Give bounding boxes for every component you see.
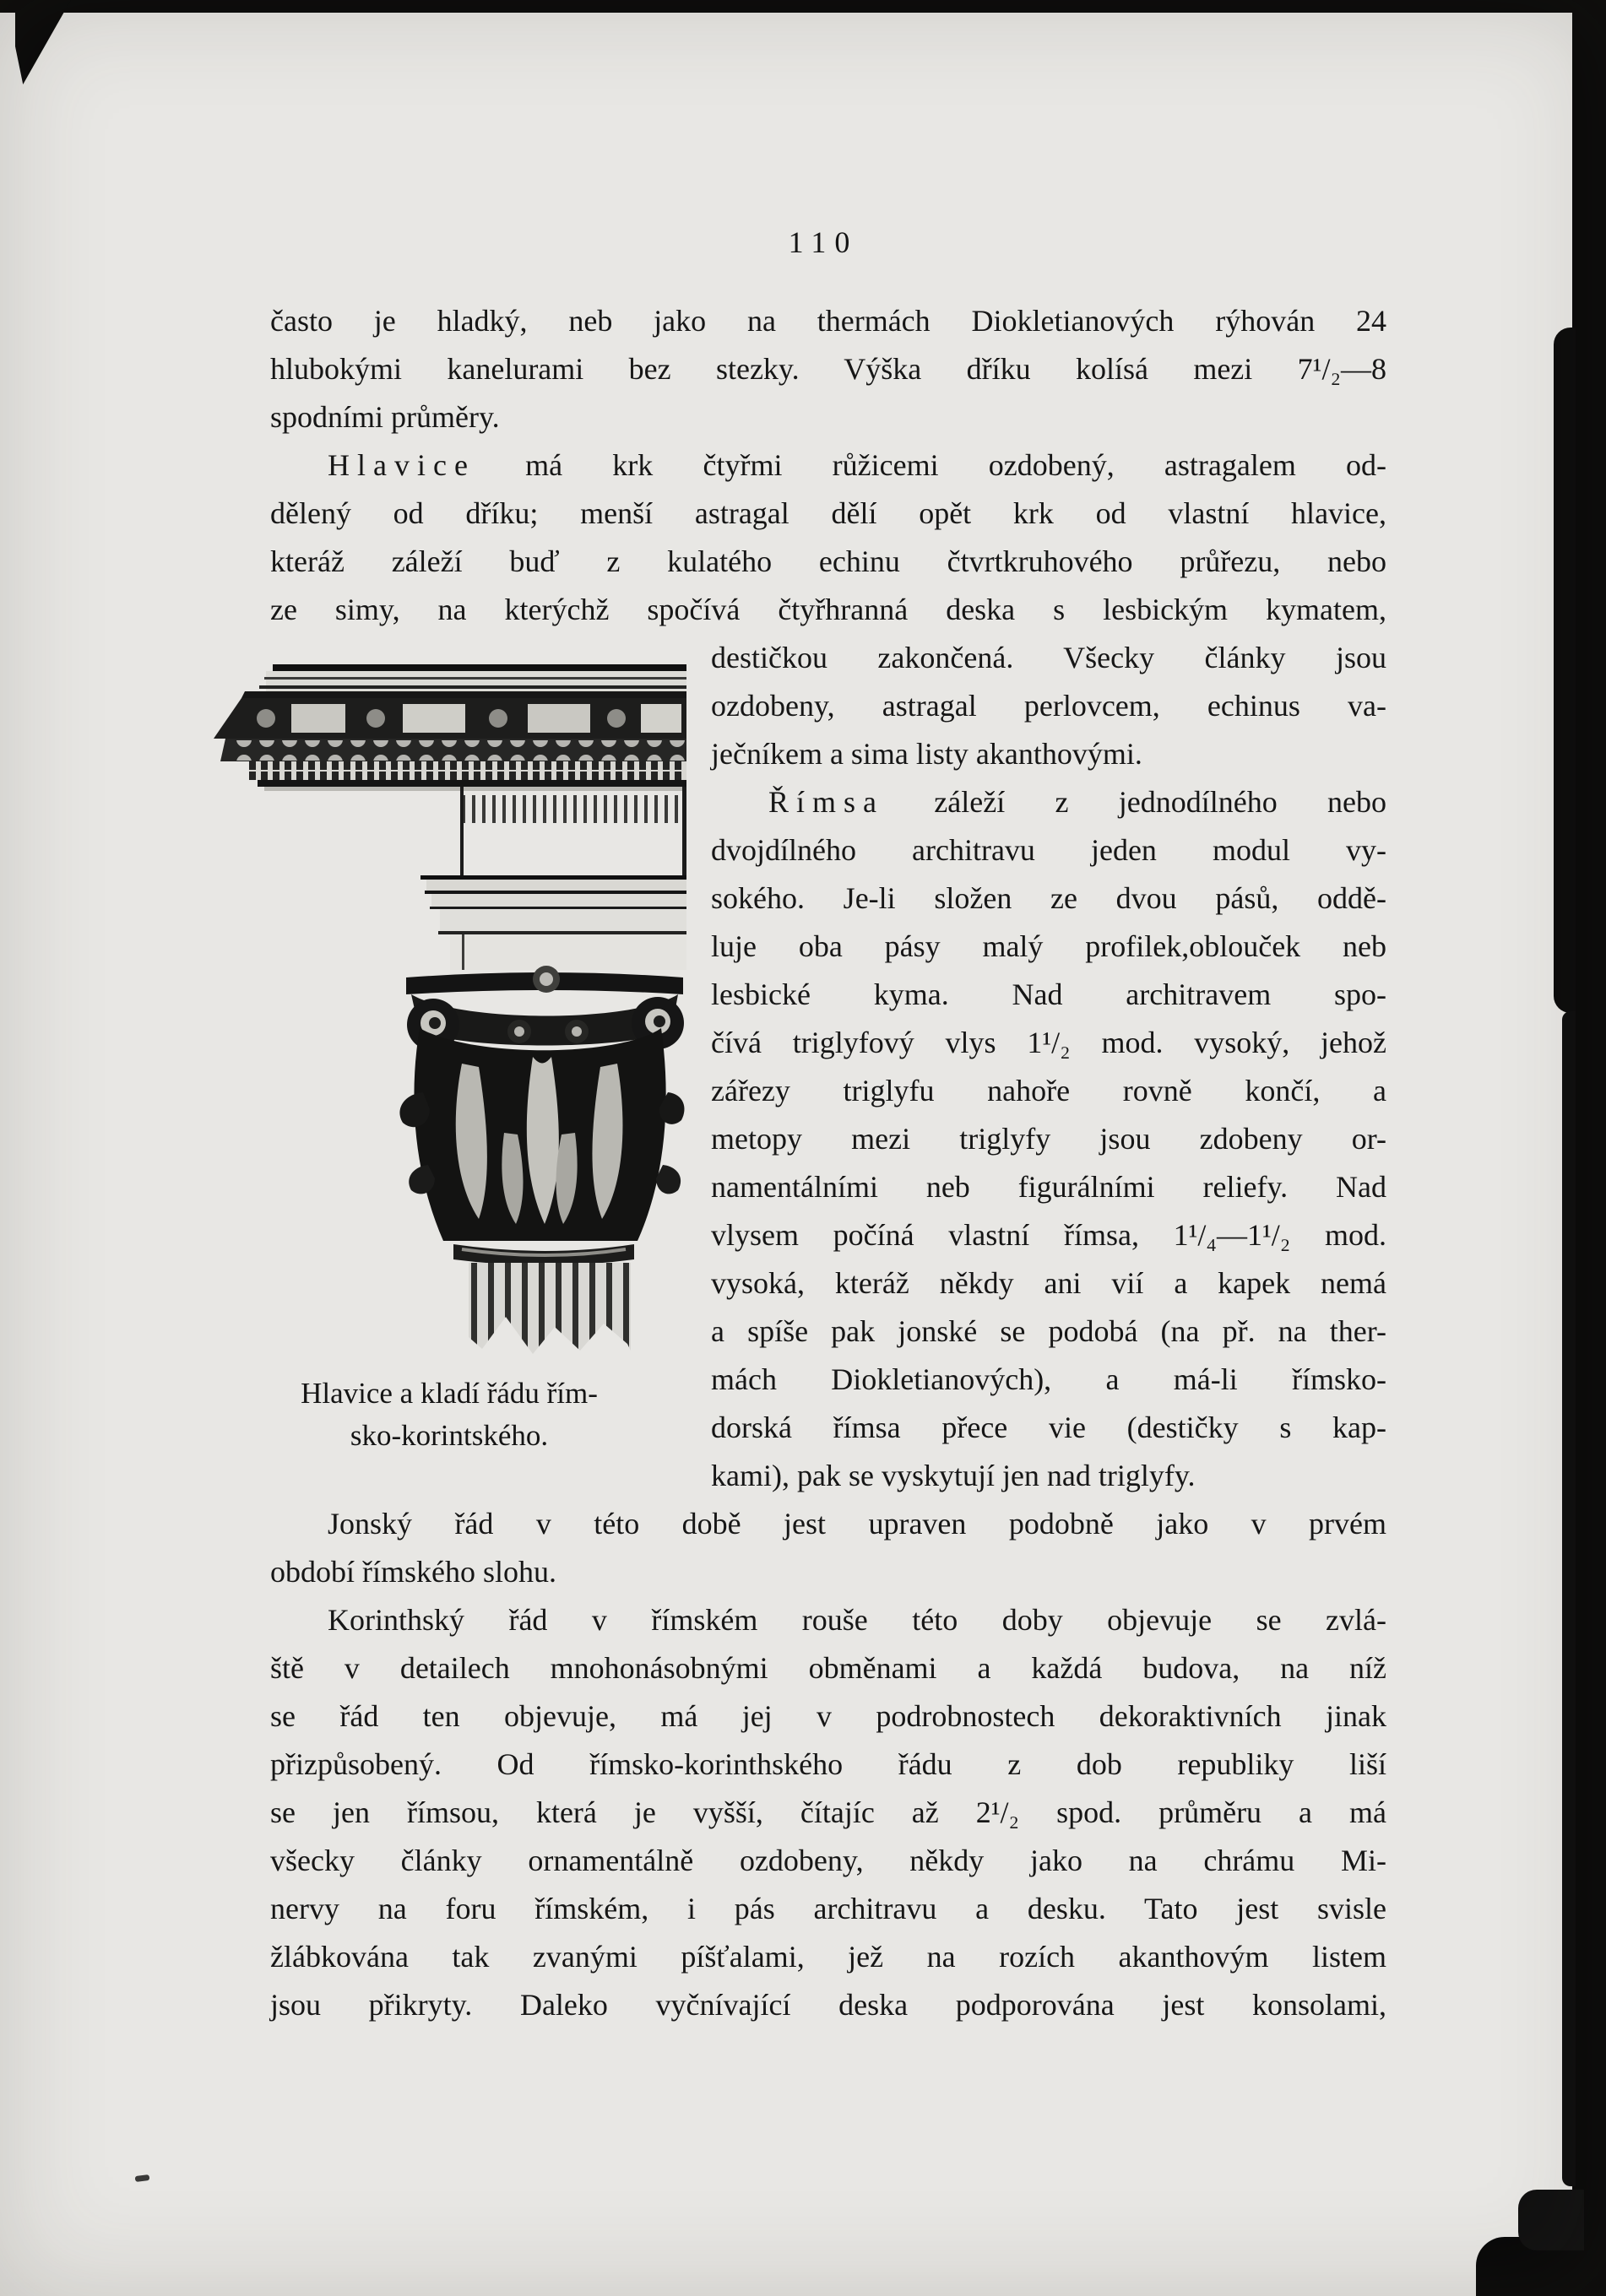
text-line-rest: má krk čtyřmi růžicemi ozdobený, astragalem od- bbox=[475, 448, 1386, 482]
text-line: všecky články ornamentálně ozdobeny, někdy jako na chrámu Mi- bbox=[270, 1844, 1386, 1877]
text-line: zářezy triglyfu nahoře rovně končí, a bbox=[711, 1074, 1386, 1107]
text-line: čívá triglyfový vlys 1¹/₂ mod. vysoký, jehož bbox=[711, 1026, 1386, 1059]
text-line: ze simy, na kterýchž spočívá čtyřhranná deska s lesbickým kymatem, bbox=[270, 593, 1386, 626]
ink-speck bbox=[135, 2174, 150, 2182]
text-line: žlábkována tak zvanými píšťalami, jež na rozích akanthovým listem bbox=[270, 1940, 1386, 1974]
text-line: spodními průměry. bbox=[270, 400, 500, 434]
text-line: období římského slohu. bbox=[270, 1555, 556, 1589]
text-line: a spíše pak jonské se podobá (na př. na ther- bbox=[711, 1314, 1386, 1348]
text-line: kami), pak se vyskytují jen nad triglyfy. bbox=[711, 1459, 1196, 1492]
text-line: metopy mezi triglyfy jsou zdobeny or- bbox=[711, 1122, 1386, 1156]
text-line-paragraph-start bbox=[711, 778, 1386, 826]
text-line: ště v detailech mnohonásobnými obměnami a každá budova, na níž bbox=[270, 1651, 1386, 1685]
text-block-top bbox=[270, 297, 1386, 634]
scan-edge-bottom-right bbox=[1518, 2190, 1584, 2250]
text-line: vlysem počíná vlastní římsa, 1¹/₄—1¹/₂ mod. bbox=[711, 1218, 1386, 1252]
text-line: dvojdílného architravu jeden modul vy- bbox=[711, 833, 1386, 867]
text-line: namentálními neb figurálními reliefy. Nad bbox=[711, 1170, 1386, 1204]
text-line: hlubokými kanelurami bez stezky. Výška dříku kolísá mezi 7¹/₂—8 bbox=[270, 352, 1386, 386]
text-line: se jen římsou, která je vyšší, čítajíc až 2¹/₂ spod. průměru a má bbox=[270, 1795, 1386, 1829]
text-line: přizpůsobený. Od římsko-korinthského řádu z dob republiky liší bbox=[270, 1747, 1386, 1781]
text-line: sokého. Je-li složen ze dvou pásů, oddě- bbox=[711, 881, 1386, 915]
text-line: nervy na foru římském, i pás architravu a desku. Tato jest svisle bbox=[270, 1892, 1386, 1925]
scan-edge-right bbox=[1572, 0, 1606, 2296]
text-line: mách Diokletianových), a má-li římsko- bbox=[711, 1362, 1386, 1396]
emphasized-word: Hlavice bbox=[328, 448, 475, 482]
text-line: kteráž záleží buď z kulatého echinu čtvrtkruhového průřezu, nebo bbox=[270, 544, 1386, 578]
text-line: ozdobeny, astragal perlovcem, echinus va- bbox=[711, 689, 1386, 723]
text-line: se řád ten objevuje, má jej v podrobnostech dekoraktivních jinak bbox=[270, 1699, 1386, 1733]
capital-entablature-drawing bbox=[165, 660, 688, 1365]
scan-edge-right-bulge bbox=[1554, 328, 1576, 1013]
scan-edge-right-bulge bbox=[1562, 1011, 1576, 2186]
figure-caption-line: sko-korintského. bbox=[350, 1419, 549, 1452]
corinthian-capital-illustration bbox=[165, 660, 688, 1365]
text-line-rest: záleží z jednodílného nebo bbox=[884, 785, 1386, 819]
text-line: lesbické kyma. Nad architravem spo- bbox=[711, 977, 1386, 1011]
scan-edge-top-left-corner bbox=[15, 0, 71, 84]
text-line: luje oba pásy malý profilek,oblouček neb bbox=[711, 929, 1386, 963]
figure-caption-line: Hlavice a kladí řádu řím- bbox=[301, 1377, 598, 1410]
text-line: často je hladký, neb jako na thermách Diokletianových rýhován 24 bbox=[270, 304, 1386, 338]
text-line: dorská římsa přece vie (destičky s kap- bbox=[711, 1411, 1386, 1444]
emphasized-word: Římsa bbox=[768, 785, 885, 819]
text-line-paragraph-start: Korinthský řád v římském rouše této doby objevuje se zvlá- bbox=[328, 1603, 1386, 1637]
text-line: ječníkem a sima listy akanthovými. bbox=[711, 737, 1142, 771]
text-line-paragraph-start: Jonský řád v této době jest upraven podobně jako v prvém bbox=[328, 1507, 1386, 1541]
text-line: destičkou zakončená. Všecky články jsou bbox=[711, 641, 1386, 674]
text-line: jsou přikryty. Daleko vyčnívající deska podporována jest konsolami, bbox=[270, 1988, 1386, 2022]
text-block-bottom bbox=[270, 1500, 1386, 2029]
text-line-paragraph-start bbox=[270, 441, 1386, 490]
figure-caption bbox=[213, 1373, 686, 1457]
text-line: dělený od dříku; menší astragal dělí opět krk od vlastní hlavice, bbox=[270, 496, 1386, 530]
text-line: vysoká, kteráž někdy ani vií a kapek nemá bbox=[711, 1266, 1386, 1300]
page-number: 110 bbox=[788, 225, 859, 259]
scan-edge-top bbox=[0, 0, 1606, 13]
text-block-beside-figure bbox=[711, 634, 1386, 1500]
